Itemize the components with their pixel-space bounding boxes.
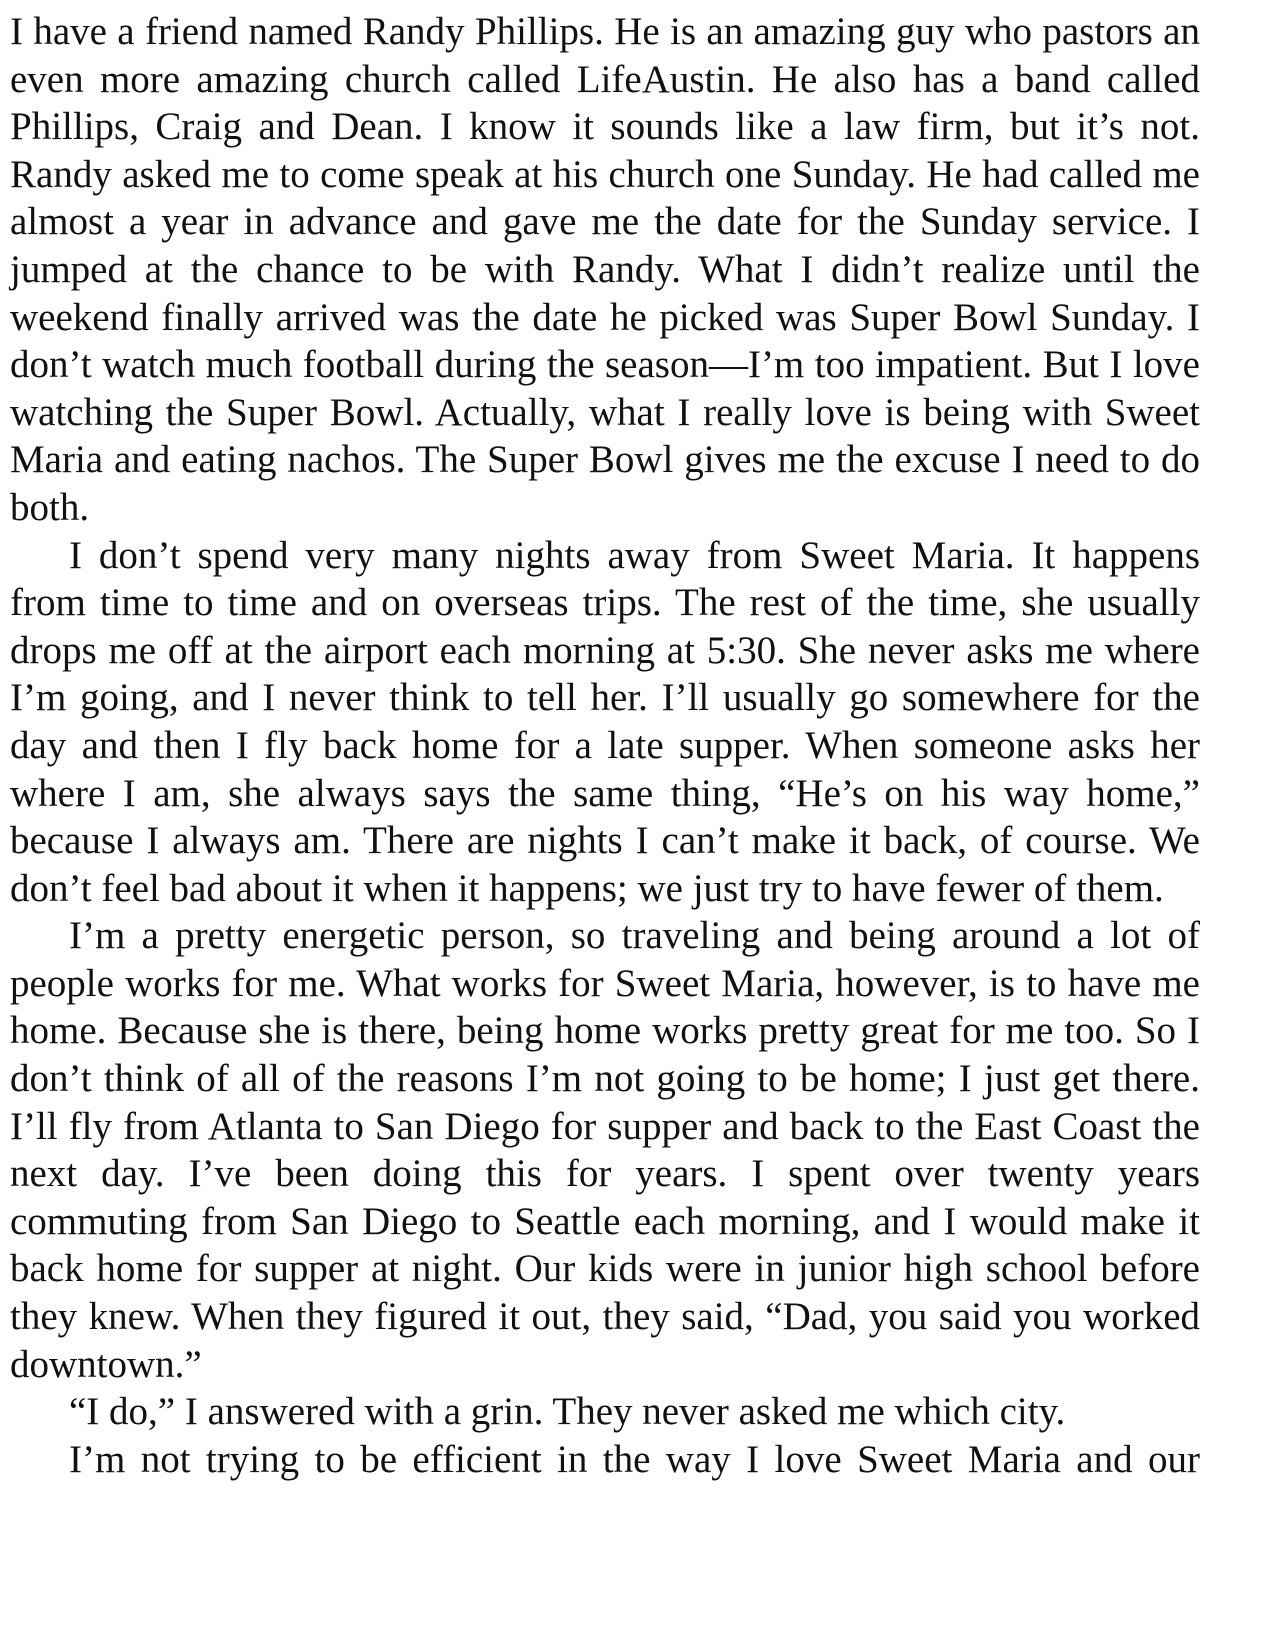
paragraph-nights-away: I don’t spend very many nights away from Sweet Maria. It happens from time to time and on overseas trips. The rest of the time, she usually drops me off at the airport each morning at 5:30. She never asks me where I’m going, and I never think to tell her. I’ll usually go somewhere for the day and then I fly back home for a late supper. When someone asks her where I am, she always says the same thing, “He’s on his way home,” because I always am. There are nights I can’t make it back, of course. We don’t feel bad about it when it happens; we just try to have fewer of them. bbox=[10, 533, 1200, 910]
paragraph-randy-phillips: I have a friend named Randy Phillips. He is an amazing guy who pastors an even more amazing church called LifeAustin. He also has a band called Phillips, Craig and Dean. I know it sounds like a law firm, but it’s not. Randy asked me to come speak at his church one Sunday. He had called me almost a year in advance and gave me the date for the Sunday service. I jumped at the chance to be with Randy. What I didn’t realize until the weekend finally arrived was the date he picked was Super Bowl Sunday. I don’t watch much football during the season—I’m too impatient. But I love watching the Super Bowl. Actually, what I really love is being with Sweet Maria and eating nachos. The Super Bowl gives me the excuse I need to do both. bbox=[10, 10, 1200, 529]
paragraph-not-efficient: I’m not trying to be efficient in the way I love Sweet Maria and our bbox=[69, 1437, 1200, 1481]
document-page bbox=[10, 8, 1200, 1483]
paragraph-energetic-person: I’m a pretty energetic person, so traveling and being around a lot of people works for me. What works for Sweet Maria, however, is to have me home. Because she is there, being home works pretty great for me too. So I don’t think of all of the reasons I’m not going to be home; I just get there. I’ll fly from Atlanta to San Diego for supper and back to the East Coast the next day. I’ve been doing this for years. I spent over twenty years commuting from San Diego to Seattle each morning, and I would make it back home for supper at night. Our kids were in junior high school before they knew. When they figured it out, they said, “Dad, you said you worked downtown.” bbox=[10, 914, 1200, 1386]
paragraph-i-do: “I do,” I answered with a grin. They never asked me which city. bbox=[69, 1390, 1066, 1434]
